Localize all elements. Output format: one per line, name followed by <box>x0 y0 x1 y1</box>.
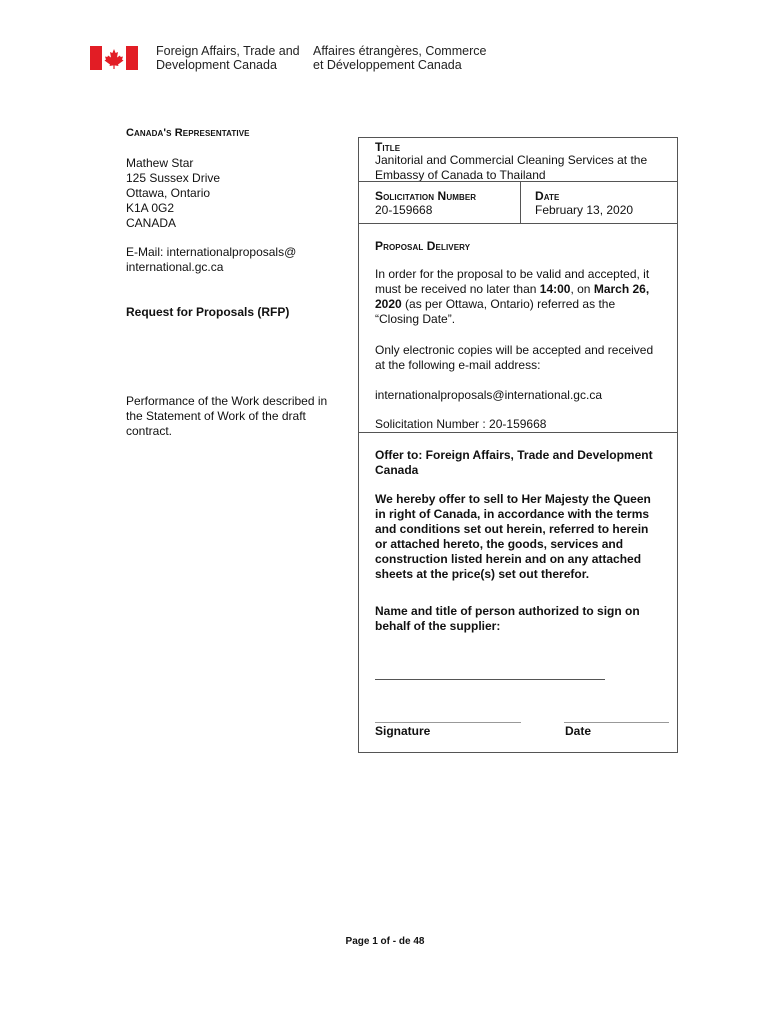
divider <box>359 432 677 433</box>
signature-line <box>375 722 521 723</box>
rep-street: 125 Sussex Drive <box>126 171 221 185</box>
delivery-line2 <box>375 282 649 297</box>
date-heading: Date <box>535 189 560 203</box>
title-heading: Title <box>375 140 401 154</box>
delivery-line3 <box>375 297 649 312</box>
closing-time: 14:00 <box>539 282 571 296</box>
delivery-email: internationalproposals@international.gc.ca <box>375 388 602 402</box>
offer-line: or attached hereto, the goods, services and <box>375 537 624 551</box>
solicitation-box <box>358 137 678 753</box>
closing-date-part2: 2020 <box>375 297 402 311</box>
rep-postal: K1A 0G2 <box>126 201 175 215</box>
representative-heading: Canada's Representative <box>126 127 250 139</box>
delivery-paragraph-2 <box>375 343 653 373</box>
solicitation-number-value: 20-159668 <box>375 203 433 217</box>
title-text <box>375 153 647 183</box>
date-value: February 13, 2020 <box>535 203 634 217</box>
offer-to <box>375 448 653 478</box>
dept-fr-line2: et Développement Canada <box>313 58 462 72</box>
delivery-p2-line2: at the following e-mail address: <box>375 358 541 372</box>
delivery-text: (as per Ottawa, Ontario) referred as the <box>401 297 616 311</box>
delivery-text: , on <box>570 282 594 296</box>
delivery-solicitation-number: Solicitation Number : 20-159668 <box>375 417 547 431</box>
proposal-delivery-heading: Proposal Delivery <box>375 239 471 253</box>
title-line1: Janitorial and Commercial Cleaning Services at the <box>375 153 648 167</box>
rep-city: Ottawa, Ontario <box>126 186 211 200</box>
offer-line: in right of Canada, in accordance with the terms <box>375 507 650 521</box>
performance-description <box>126 394 351 439</box>
dept-en-line2: Development Canada <box>156 58 277 72</box>
offer-to-line2: Canada <box>375 463 419 477</box>
representative-address <box>126 156 220 231</box>
name-title-line2: behalf of the supplier: <box>375 619 501 633</box>
delivery-p2-line1: Only electronic copies will be accepted and received <box>375 343 654 357</box>
offer-line: and conditions set out herein, referred to herein <box>375 522 649 536</box>
offer-statement <box>375 492 651 582</box>
divider <box>520 181 521 223</box>
offer-line: construction listed herein and on any attached <box>375 552 642 566</box>
rfp-label: Request for Proposals (RFP) <box>126 305 290 319</box>
solicitation-number-heading: Solicitation Number <box>375 189 477 203</box>
delivery-text: must be received no later than <box>375 282 540 296</box>
title-line2: Embassy of Canada to Thailand <box>375 168 546 182</box>
dept-fr-line1: Affaires étrangères, Commerce <box>313 44 487 58</box>
rep-email-line2: international.gc.ca <box>126 260 224 274</box>
rep-name: Mathew Star <box>126 156 194 170</box>
divider <box>359 223 677 224</box>
date-label: Date <box>565 724 592 738</box>
name-title-line <box>375 679 605 680</box>
representative-email <box>126 245 296 275</box>
signature-label: Signature <box>375 724 431 738</box>
name-title-line1: Name and title of person authorized to sign on <box>375 604 640 618</box>
name-title-prompt <box>375 604 640 634</box>
rep-email-line1: E-Mail: internationalproposals@ <box>126 245 297 259</box>
perf-line2: the Statement of Work of the draft <box>126 409 306 423</box>
delivery-line1: In order for the proposal to be valid and accepted, it <box>375 267 650 281</box>
perf-line1: Performance of the Work described in <box>126 394 328 408</box>
offer-line: We hereby offer to sell to Her Majesty the Queen <box>375 492 651 506</box>
department-name-french <box>313 44 486 72</box>
delivery-line4: “Closing Date”. <box>375 312 456 326</box>
offer-to-line1: Offer to: Foreign Affairs, Trade and Development <box>375 448 653 462</box>
offer-line: sheets at the price(s) set out therefor. <box>375 567 590 581</box>
dept-en-line1: Foreign Affairs, Trade and <box>156 44 300 58</box>
canada-flag-logo <box>90 46 138 70</box>
divider <box>359 181 677 182</box>
page-footer: Page 1 of - de 48 <box>345 936 425 947</box>
department-name-english <box>156 44 300 72</box>
rep-country: CANADA <box>126 216 177 230</box>
closing-date-part1: March 26, <box>593 282 650 296</box>
perf-line3: contract. <box>126 424 173 438</box>
date-line <box>564 722 669 723</box>
delivery-paragraph-1 <box>375 267 649 327</box>
